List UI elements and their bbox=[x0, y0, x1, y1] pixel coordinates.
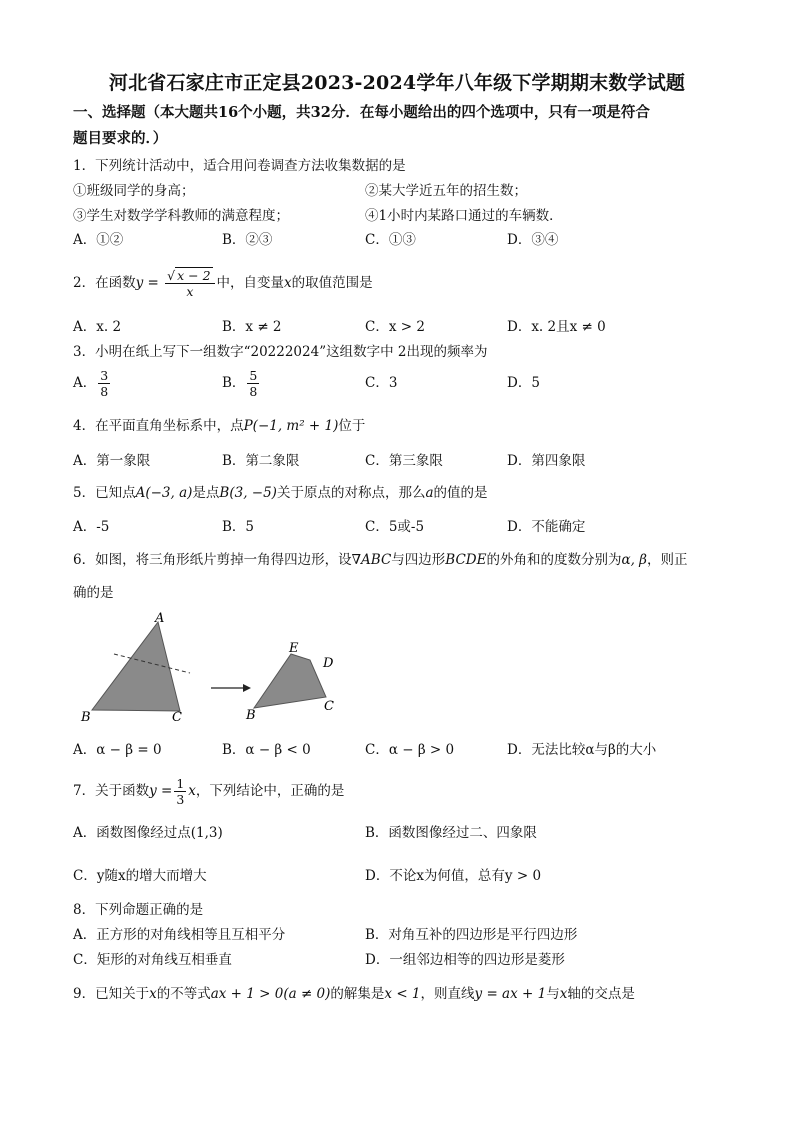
q6-label-a: A bbox=[155, 611, 165, 626]
q5-point-b: B(3, −5) bbox=[219, 485, 277, 501]
q2-radicand: x − 2 bbox=[177, 268, 211, 283]
section-heading bbox=[73, 100, 723, 152]
page-title: 河北省石家庄市正定县2023-2024学年八年级下学期期末数学试题 bbox=[108, 72, 686, 94]
q8-option-a: A．正方形的对角线相等且互相平分 bbox=[73, 927, 286, 943]
q1-option-d: D．③④ bbox=[507, 232, 559, 248]
q3-option-b-num: 5 bbox=[249, 368, 258, 383]
q7-option-d: D．不论x为何值，总有y > 0 bbox=[365, 868, 542, 884]
q9-stem-d: ，则直线 bbox=[420, 986, 475, 1002]
q1-item3: ③学生对数学学科教师的满意程度； bbox=[73, 208, 289, 224]
q8-option-d: D．一组邻边相等的四边形是菱形 bbox=[365, 952, 565, 968]
q4-option-d: D．第四象限 bbox=[507, 453, 586, 469]
q2-option-c: C．x > 2 bbox=[365, 319, 425, 335]
q4-option-b: B．第二象限 bbox=[222, 453, 300, 469]
q5-stem-c: 关于原点的对称点，那么 bbox=[276, 485, 426, 501]
q3-option-a-fraction bbox=[98, 368, 110, 399]
q6-option-c: C．α − β > 0 bbox=[365, 742, 455, 758]
q5-stem-a: 5．已知点 bbox=[73, 485, 136, 501]
q6-option-d: D．无法比较α与β的大小 bbox=[507, 742, 657, 758]
q5-point-a: A(−3, a) bbox=[135, 485, 193, 501]
q1-stem: 1．下列统计活动中，适合用问卷调查方法收集数据的是 bbox=[73, 158, 406, 174]
q7-option-c: C．y随x的增大而增大 bbox=[73, 868, 207, 884]
q9-stem-a: 9．已知关于 bbox=[73, 986, 150, 1002]
q1-option-c: C．①③ bbox=[365, 232, 416, 248]
q4-option-c: C．第三象限 bbox=[365, 453, 443, 469]
q7-stem-b: ，下列结论中，正确的是 bbox=[195, 783, 345, 799]
q2-num: 2．在函数 bbox=[73, 275, 136, 291]
q2-option-d: D．x. 2且x ≠ 0 bbox=[507, 319, 606, 335]
q3-option-c: C．3 bbox=[365, 375, 398, 391]
q7-stem-a: 7．关于函数 bbox=[73, 783, 150, 799]
q3-option-a-label: A． bbox=[73, 375, 97, 391]
q7-option-a: A．函数图像经过点(1,3) bbox=[73, 825, 223, 841]
q8-option-b: B．对角互补的四边形是平行四边形 bbox=[365, 927, 578, 943]
q9-stem bbox=[73, 984, 635, 1004]
q6-triangle-shape bbox=[92, 622, 180, 711]
q1-item4: ④1小时内某路口通过的车辆数． bbox=[365, 208, 563, 224]
q3-option-b-den: 8 bbox=[249, 384, 258, 399]
q6-figure bbox=[78, 608, 358, 728]
q3-option-a-num: 3 bbox=[100, 368, 109, 383]
q2-fraction bbox=[165, 268, 214, 299]
q5-var-a: a bbox=[425, 485, 434, 501]
q5-stem bbox=[73, 483, 488, 503]
q4-point: P(−1, m² + 1) bbox=[243, 418, 339, 434]
q3-option-b-label: B． bbox=[222, 375, 246, 391]
q5-stem-b: 是点 bbox=[192, 485, 220, 501]
q5-option-d: D．不能确定 bbox=[507, 519, 586, 535]
q9-inequality: ax + 1 > 0(a ≠ 0) bbox=[210, 986, 331, 1002]
q6-option-b: B．α − β < 0 bbox=[222, 742, 311, 758]
q2-option-a: A．x. 2 bbox=[73, 319, 122, 335]
q4-option-a: A．第一象限 bbox=[73, 453, 151, 469]
q9-solution: x < 1 bbox=[384, 986, 421, 1002]
q1-option-a: A．①② bbox=[73, 232, 124, 248]
q7-den: 3 bbox=[176, 792, 185, 807]
q6-stem-line2: 确的是 bbox=[73, 585, 114, 601]
q2-var-y: y bbox=[135, 275, 144, 291]
q2-tail: 中，自变量 bbox=[216, 275, 285, 291]
q6-arrow-head bbox=[243, 684, 251, 692]
q6-label-d: D bbox=[323, 656, 334, 671]
q2-var-x: x bbox=[284, 275, 292, 291]
q6-label-c2: C bbox=[324, 699, 334, 714]
q4-stem-b: 位于 bbox=[338, 418, 366, 434]
q8-option-c: C．矩形的对角线互相垂直 bbox=[73, 952, 232, 968]
q2-tail2: 的取值范围是 bbox=[291, 275, 373, 291]
q9-var-x: x bbox=[149, 986, 157, 1002]
q7-option-b: B．函数图像经过二、四象限 bbox=[365, 825, 537, 841]
q6-label-b1: B bbox=[81, 710, 91, 725]
q6-triangle: ∇ABC bbox=[351, 552, 392, 568]
q3-option-a bbox=[73, 366, 112, 400]
q7-var-x: x bbox=[188, 783, 196, 799]
q2-eq: = bbox=[143, 275, 164, 291]
q6-label-b2: B bbox=[246, 708, 256, 723]
q7-fraction bbox=[174, 776, 186, 807]
q1-option-b: B．②③ bbox=[222, 232, 273, 248]
q6-stem-b: 与四边形 bbox=[391, 552, 446, 568]
q9-stem-b: 的不等式 bbox=[156, 986, 211, 1002]
q1-item1: ①班级同学的身高； bbox=[73, 183, 195, 199]
q6-label-e: E bbox=[289, 641, 299, 656]
q9-stem-e: 与 bbox=[546, 986, 560, 1002]
q6-alpha-beta: α, β bbox=[621, 552, 647, 568]
q6-quadrilateral: BCDE bbox=[445, 552, 487, 568]
q5-stem-d: 的值的是 bbox=[433, 485, 488, 501]
q2-stem bbox=[73, 266, 373, 300]
q3-option-b bbox=[222, 366, 261, 400]
q4-stem-a: 4．在平面直角坐标系中，点 bbox=[73, 418, 244, 434]
section-heading-line2: 题目要求的．） bbox=[73, 130, 168, 147]
q3-option-b-fraction bbox=[247, 368, 259, 399]
q7-eq: y = bbox=[149, 783, 173, 799]
q6-stem-c: 的外角和的度数分别为 bbox=[486, 552, 622, 568]
q8-stem: 8．下列命题正确的是 bbox=[73, 902, 204, 918]
q5-option-b: B．5 bbox=[222, 519, 255, 535]
q5-option-a: A．-5 bbox=[73, 519, 110, 535]
q6-option-a: A．α − β = 0 bbox=[73, 742, 162, 758]
q3-option-a-den: 8 bbox=[100, 384, 109, 399]
q9-stem-f: 轴的交点是 bbox=[567, 986, 635, 1002]
q3-option-d: D．5 bbox=[507, 375, 540, 391]
q2-option-b: B．x ≠ 2 bbox=[222, 319, 282, 335]
q4-stem bbox=[73, 416, 365, 436]
q6-quadrilateral-shape bbox=[254, 654, 326, 708]
q5-option-c: C．5或-5 bbox=[365, 519, 425, 535]
q9-stem-c: 的解集是 bbox=[330, 986, 385, 1002]
q2-sqrt-sign: √ bbox=[167, 268, 176, 283]
q1-item2: ②某大学近五年的招生数； bbox=[365, 183, 527, 199]
q9-line: y = ax + 1 bbox=[474, 986, 547, 1002]
q6-stem-line1 bbox=[73, 550, 687, 570]
q2-denominator: x bbox=[186, 284, 194, 299]
section-heading-line1: 一、选择题（本大题共16个小题，共32分．在每小题给出的四个选项中，只有一项是符合 bbox=[73, 104, 650, 121]
q3-stem: 3．小明在纸上写下一组数字“20222024”这组数字中 2出现的频率为 bbox=[73, 344, 488, 360]
q7-num: 1 bbox=[176, 776, 185, 791]
q6-stem-d: ，则正 bbox=[646, 552, 688, 568]
q6-stem-a: 6．如图，将三角形纸片剪掉一角得四边形，设 bbox=[73, 552, 352, 568]
q7-stem bbox=[73, 774, 344, 808]
q6-label-c1: C bbox=[172, 710, 182, 725]
q9-var-x2: x bbox=[559, 986, 568, 1002]
